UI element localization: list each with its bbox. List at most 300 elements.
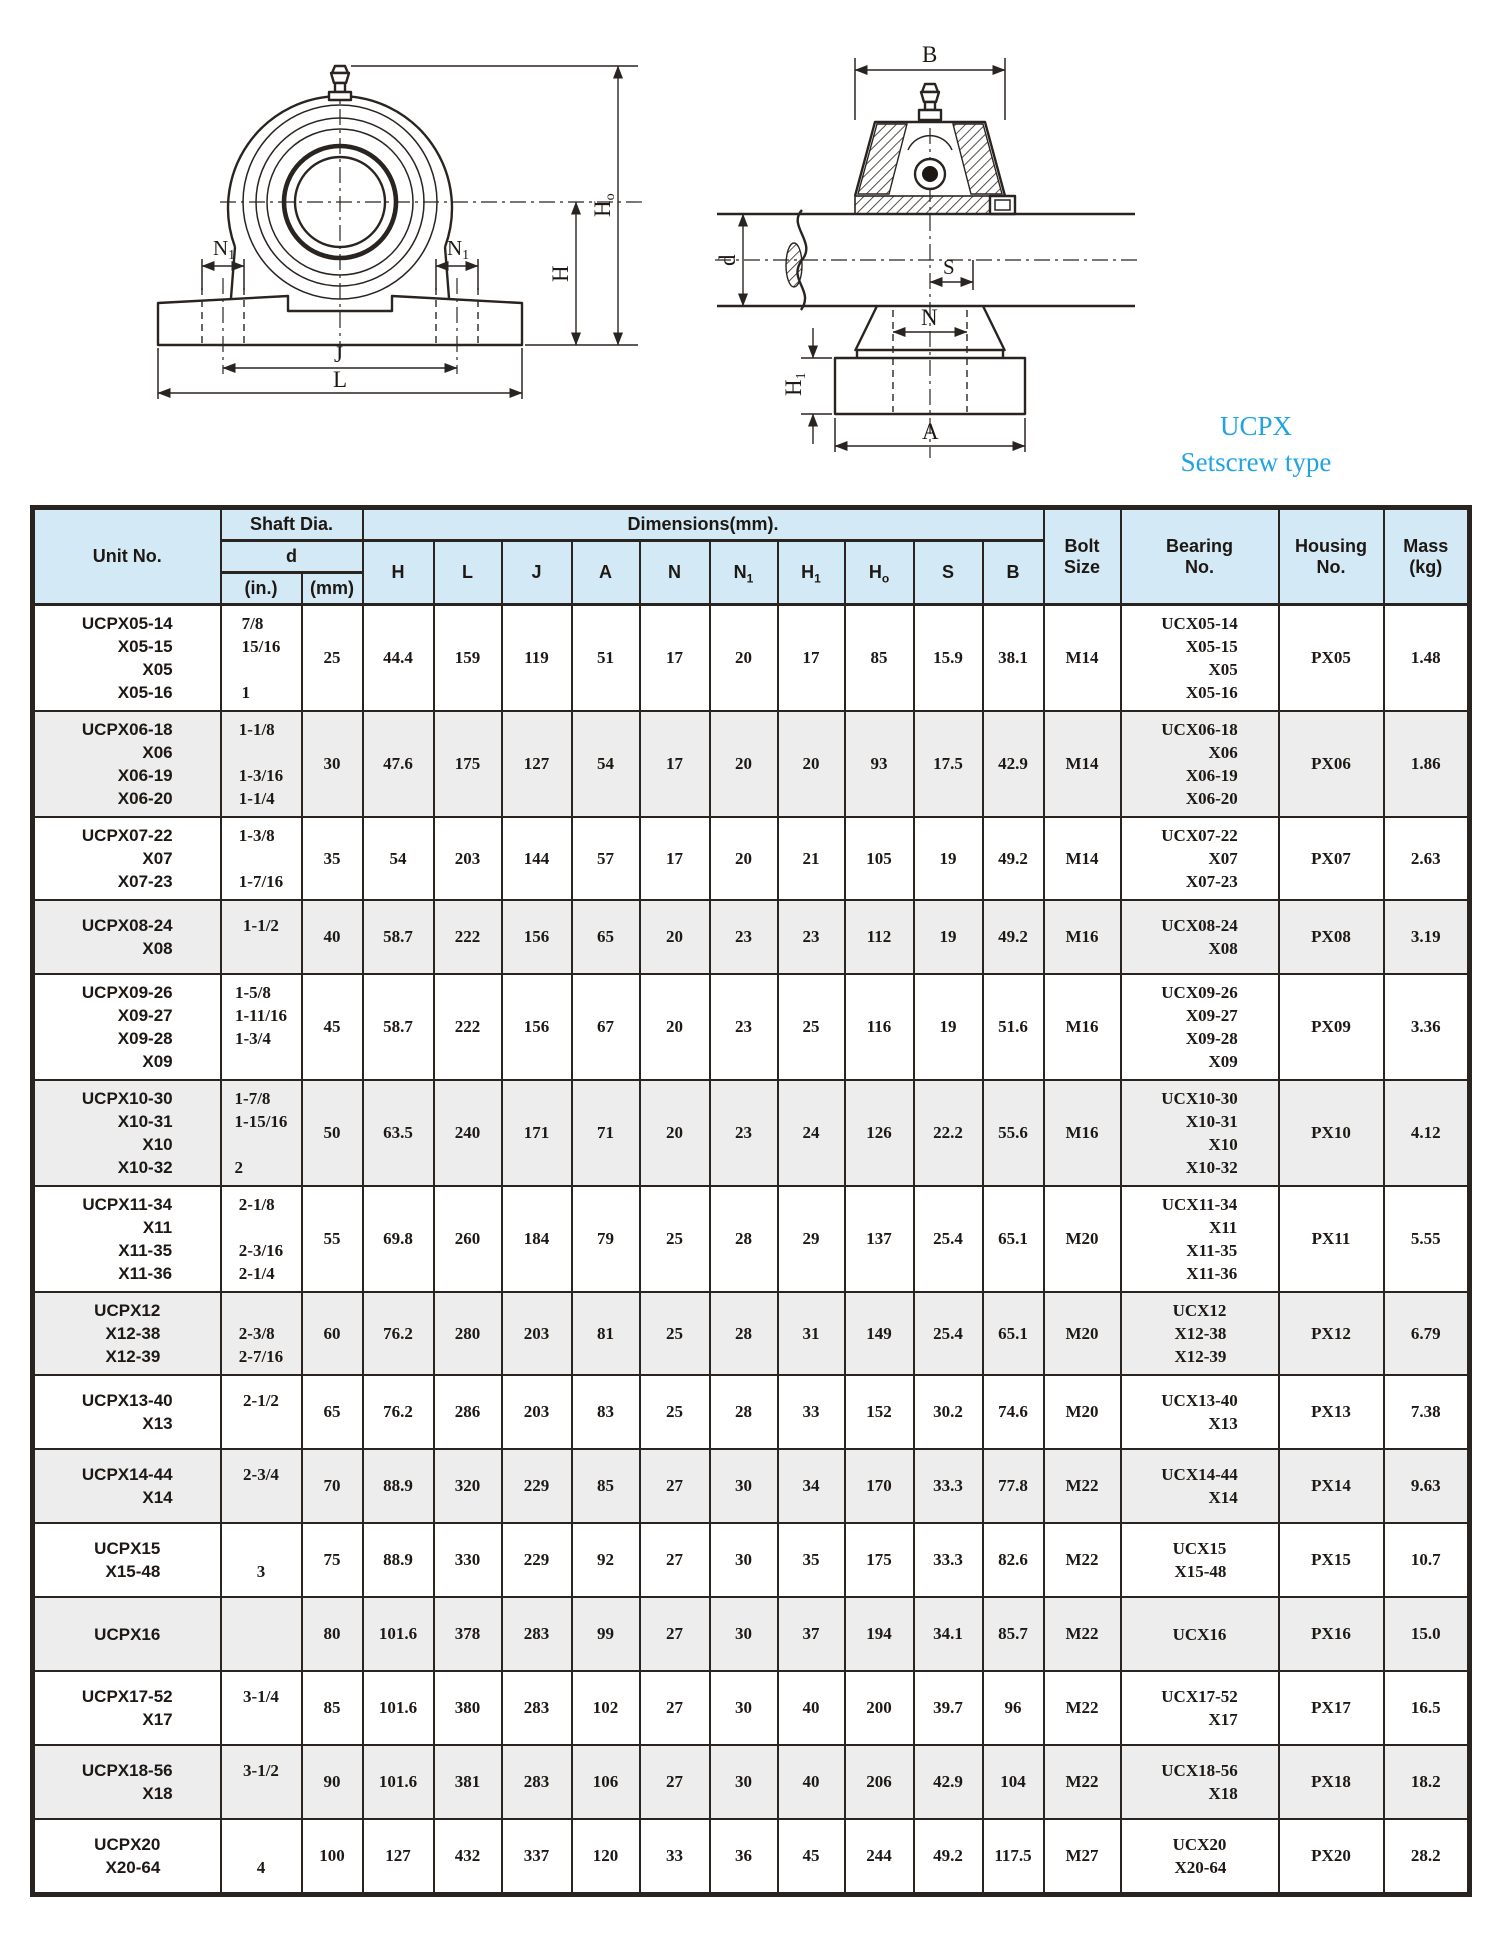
cell-housing-no: PX12 — [1279, 1292, 1384, 1375]
table-row — [33, 1745, 1470, 1819]
cell-bolt-size: M16 — [1044, 1080, 1121, 1186]
cell-dim-L: 203 — [434, 817, 502, 900]
label-n: N — [921, 305, 938, 330]
cell-dim-N: 25 — [640, 1186, 710, 1292]
cell-dim-Ho: 152 — [845, 1375, 914, 1449]
cell-mass: 2.63 — [1384, 817, 1470, 900]
cell-dim-A: 71 — [572, 1080, 640, 1186]
table-row — [33, 900, 1470, 974]
cell-dim-N: 25 — [640, 1375, 710, 1449]
header-bolt-size: Bolt Size — [1044, 508, 1121, 605]
side-dim-s — [930, 255, 973, 290]
header-dim-A: A — [572, 541, 640, 605]
table-row — [33, 1671, 1470, 1745]
cell-dim-A: 83 — [572, 1375, 640, 1449]
cell-housing-no: PX18 — [1279, 1745, 1384, 1819]
cell-bolt-size: M22 — [1044, 1449, 1121, 1523]
cell-dim-N1: 23 — [710, 1080, 778, 1186]
header-dim-H: H — [363, 541, 434, 605]
cell-dim-J: 229 — [502, 1523, 572, 1597]
front-centerlines — [220, 80, 645, 358]
cell-dim-H1: 31 — [778, 1292, 845, 1375]
label-b: B — [922, 42, 938, 67]
cell-d-mm: 55 — [302, 1186, 363, 1292]
cell-housing-no: PX15 — [1279, 1523, 1384, 1597]
cell-dim-L: 378 — [434, 1597, 502, 1671]
cell-d-mm: 65 — [302, 1375, 363, 1449]
technical-drawings — [0, 0, 1497, 505]
cell-d-in: 3-1/4 — [221, 1671, 302, 1745]
side-dim-d — [715, 214, 743, 306]
header-dim-J: J — [502, 541, 572, 605]
cell-dim-S: 19 — [914, 817, 983, 900]
cell-unit-no: UCPX16 — [33, 1597, 221, 1671]
cell-bearing-no: UCX17-52 X17 — [1121, 1671, 1279, 1745]
header-housing-no: Housing No. — [1279, 508, 1384, 605]
cell-dim-A: 57 — [572, 817, 640, 900]
cell-dim-Ho: 175 — [845, 1523, 914, 1597]
spec-table-body — [33, 605, 1470, 1895]
cell-dim-A: 51 — [572, 605, 640, 712]
cell-dim-N: 25 — [640, 1292, 710, 1375]
cell-dim-N1: 30 — [710, 1671, 778, 1745]
cell-d-mm: 60 — [302, 1292, 363, 1375]
cell-dim-H: 101.6 — [363, 1671, 434, 1745]
header-dim-Ho: $H_o$ — [845, 541, 914, 605]
cell-dim-N1: 30 — [710, 1449, 778, 1523]
header-dim-N1: $N_1$ — [710, 541, 778, 605]
cell-housing-no: PX16 — [1279, 1597, 1384, 1671]
cell-dim-H: 101.6 — [363, 1745, 434, 1819]
cell-dim-L: 320 — [434, 1449, 502, 1523]
cell-dim-H: 69.8 — [363, 1186, 434, 1292]
header-dim-N: N — [640, 541, 710, 605]
cell-dim-S: 30.2 — [914, 1375, 983, 1449]
cell-unit-no: UCPX15 X15-48 — [33, 1523, 221, 1597]
cell-bearing-no: UCX09-26 X09-27 X09-28 X09 — [1121, 974, 1279, 1080]
cell-d-mm: 80 — [302, 1597, 363, 1671]
cell-housing-no: PX14 — [1279, 1449, 1384, 1523]
spec-table — [30, 505, 1472, 1897]
header-dim-B: B — [983, 541, 1044, 605]
table-row — [33, 974, 1470, 1080]
front-dim-h — [525, 202, 638, 345]
cell-dim-J: 203 — [502, 1292, 572, 1375]
cell-dim-H1: 20 — [778, 711, 845, 817]
cell-dim-A: 92 — [572, 1523, 640, 1597]
cell-dim-H: 44.4 — [363, 605, 434, 712]
header-dim-S: S — [914, 541, 983, 605]
cell-d-in: 3-1/2 — [221, 1745, 302, 1819]
cell-dim-S: 25.4 — [914, 1186, 983, 1292]
cell-dim-N: 17 — [640, 711, 710, 817]
cell-d-mm: 45 — [302, 974, 363, 1080]
cell-dim-S: 17.5 — [914, 711, 983, 817]
cell-dim-S: 39.7 — [914, 1671, 983, 1745]
front-housing-outline — [158, 96, 522, 345]
cell-dim-L: 381 — [434, 1745, 502, 1819]
header-d: d — [221, 541, 363, 573]
cell-bearing-no: UCX15 X15-48 — [1121, 1523, 1279, 1597]
cell-dim-B: 104 — [983, 1745, 1044, 1819]
cell-d-mm: 90 — [302, 1745, 363, 1819]
cell-dim-L: 222 — [434, 974, 502, 1080]
cell-dim-N: 20 — [640, 900, 710, 974]
cell-dim-A: 85 — [572, 1449, 640, 1523]
cell-mass: 6.79 — [1384, 1292, 1470, 1375]
cell-bolt-size: M20 — [1044, 1375, 1121, 1449]
cell-dim-Ho: 126 — [845, 1080, 914, 1186]
cell-dim-H1: 25 — [778, 974, 845, 1080]
cell-dim-A: 54 — [572, 711, 640, 817]
cell-dim-H1: 33 — [778, 1375, 845, 1449]
cell-bolt-size: M22 — [1044, 1745, 1121, 1819]
cell-dim-Ho: 206 — [845, 1745, 914, 1819]
cell-bearing-no: UCX18-56 X18 — [1121, 1745, 1279, 1819]
cell-dim-B: 42.9 — [983, 711, 1044, 817]
cell-housing-no: PX06 — [1279, 711, 1384, 817]
cell-housing-no: PX11 — [1279, 1186, 1384, 1292]
cell-dim-N1: 28 — [710, 1292, 778, 1375]
header-shaft-dia: Shaft Dia. — [221, 508, 363, 541]
cell-d-in: 1-5/8 1-11/16 1-3/4 — [221, 974, 302, 1080]
table-row — [33, 605, 1470, 712]
cell-dim-H: 58.7 — [363, 900, 434, 974]
cell-unit-no: UCPX17-52 X17 — [33, 1671, 221, 1745]
cell-dim-J: 119 — [502, 605, 572, 712]
cell-d-in: 2-3/4 — [221, 1449, 302, 1523]
table-row — [33, 1523, 1470, 1597]
cell-bolt-size: M14 — [1044, 711, 1121, 817]
cell-dim-H1: 23 — [778, 900, 845, 974]
cell-dim-J: 283 — [502, 1745, 572, 1819]
cell-unit-no: UCPX08-24 X08 — [33, 900, 221, 974]
cell-dim-N: 27 — [640, 1449, 710, 1523]
cell-dim-H: 54 — [363, 817, 434, 900]
label-l: L — [333, 367, 348, 392]
cell-dim-B: 55.6 — [983, 1080, 1044, 1186]
cell-dim-N: 17 — [640, 605, 710, 712]
cell-dim-Ho: 105 — [845, 817, 914, 900]
cell-dim-J: 283 — [502, 1597, 572, 1671]
label-h1: H1 — [781, 372, 809, 396]
cell-unit-no: UCPX10-30 X10-31 X10 X10-32 — [33, 1080, 221, 1186]
header-bearing-no: Bearing No. — [1121, 508, 1279, 605]
cell-dim-L: 432 — [434, 1819, 502, 1895]
cell-dim-Ho: 116 — [845, 974, 914, 1080]
cell-dim-L: 222 — [434, 900, 502, 974]
cell-dim-Ho: 85 — [845, 605, 914, 712]
cell-dim-H: 76.2 — [363, 1375, 434, 1449]
cell-bolt-size: M14 — [1044, 605, 1121, 712]
cell-dim-N1: 23 — [710, 900, 778, 974]
table-row — [33, 1292, 1470, 1375]
cell-dim-H1: 40 — [778, 1745, 845, 1819]
cell-dim-N1: 20 — [710, 817, 778, 900]
cell-bolt-size: M14 — [1044, 817, 1121, 900]
label-n1-left: N1 — [213, 236, 236, 263]
cell-dim-J: 144 — [502, 817, 572, 900]
table-row — [33, 1819, 1470, 1895]
cell-d-in: 2-3/8 2-7/16 — [221, 1292, 302, 1375]
cell-bolt-size: M16 — [1044, 974, 1121, 1080]
cell-housing-no: PX13 — [1279, 1375, 1384, 1449]
cell-d-mm: 75 — [302, 1523, 363, 1597]
cell-d-mm: 25 — [302, 605, 363, 712]
cell-dim-L: 280 — [434, 1292, 502, 1375]
cell-housing-no: PX17 — [1279, 1671, 1384, 1745]
side-dim-a — [835, 418, 1025, 452]
cell-d-in: 2-1/8 2-3/16 2-1/4 — [221, 1186, 302, 1292]
cell-mass: 1.48 — [1384, 605, 1470, 712]
cell-mass: 1.86 — [1384, 711, 1470, 817]
table-row — [33, 1597, 1470, 1671]
cell-d-in: 2-1/2 — [221, 1375, 302, 1449]
cell-dim-H1: 37 — [778, 1597, 845, 1671]
cell-dim-B: 65.1 — [983, 1292, 1044, 1375]
cell-dim-Ho: 137 — [845, 1186, 914, 1292]
cell-dim-H1: 40 — [778, 1671, 845, 1745]
label-s: S — [943, 255, 955, 279]
cell-bearing-no: UCX20 X20-64 — [1121, 1819, 1279, 1895]
cell-unit-no: UCPX12 X12-38 X12-39 — [33, 1292, 221, 1375]
cell-d-mm: 70 — [302, 1449, 363, 1523]
cell-bolt-size: M22 — [1044, 1523, 1121, 1597]
cell-dim-H: 76.2 — [363, 1292, 434, 1375]
cell-mass: 28.2 — [1384, 1819, 1470, 1895]
cell-dim-H: 47.6 — [363, 711, 434, 817]
cell-dim-B: 51.6 — [983, 974, 1044, 1080]
side-view-drawing — [705, 28, 1150, 473]
cell-dim-H1: 29 — [778, 1186, 845, 1292]
cell-d-in: 3 — [221, 1523, 302, 1597]
cell-mass: 10.7 — [1384, 1523, 1470, 1597]
cell-dim-S: 42.9 — [914, 1745, 983, 1819]
cell-bearing-no: UCX10-30 X10-31 X10 X10-32 — [1121, 1080, 1279, 1186]
label-ho: Ho — [590, 193, 618, 217]
cell-dim-L: 380 — [434, 1671, 502, 1745]
cell-dim-H1: 34 — [778, 1449, 845, 1523]
cell-dim-S: 15.9 — [914, 605, 983, 712]
cell-bolt-size: M16 — [1044, 900, 1121, 974]
cell-unit-no: UCPX20 X20-64 — [33, 1819, 221, 1895]
cell-dim-L: 175 — [434, 711, 502, 817]
cell-d-in: 1-1/2 — [221, 900, 302, 974]
label-h: H — [548, 265, 573, 282]
cell-housing-no: PX20 — [1279, 1819, 1384, 1895]
cell-dim-N1: 28 — [710, 1186, 778, 1292]
cell-unit-no: UCPX11-34 X11 X11-35 X11-36 — [33, 1186, 221, 1292]
cell-dim-L: 330 — [434, 1523, 502, 1597]
cell-dim-B: 65.1 — [983, 1186, 1044, 1292]
cell-dim-Ho: 93 — [845, 711, 914, 817]
cell-dim-B: 77.8 — [983, 1449, 1044, 1523]
cell-d-mm: 100 — [302, 1819, 363, 1895]
side-dim-h1 — [781, 328, 832, 444]
cell-dim-L: 260 — [434, 1186, 502, 1292]
cell-dim-J: 156 — [502, 900, 572, 974]
cell-bearing-no: UCX11-34 X11 X11-35 X11-36 — [1121, 1186, 1279, 1292]
cell-d-in: 1-1/8 1-3/16 1-1/4 — [221, 711, 302, 817]
cell-dim-B: 38.1 — [983, 605, 1044, 712]
cell-dim-N: 27 — [640, 1523, 710, 1597]
cell-dim-Ho: 244 — [845, 1819, 914, 1895]
cell-dim-L: 286 — [434, 1375, 502, 1449]
table-row — [33, 1449, 1470, 1523]
cell-dim-S: 33.3 — [914, 1449, 983, 1523]
cell-dim-B: 82.6 — [983, 1523, 1044, 1597]
cell-d-mm: 85 — [302, 1671, 363, 1745]
cell-bearing-no: UCX06-18 X06 X06-19 X06-20 — [1121, 711, 1279, 817]
cell-bearing-no: UCX16 — [1121, 1597, 1279, 1671]
header-mass: Mass (kg) — [1384, 508, 1470, 605]
cell-dim-H1: 35 — [778, 1523, 845, 1597]
cell-dim-S: 25.4 — [914, 1292, 983, 1375]
cell-dim-N: 27 — [640, 1671, 710, 1745]
cell-dim-N: 27 — [640, 1745, 710, 1819]
cell-dim-N1: 30 — [710, 1745, 778, 1819]
cell-dim-A: 65 — [572, 900, 640, 974]
cell-dim-B: 49.2 — [983, 900, 1044, 974]
cell-dim-J: 203 — [502, 1375, 572, 1449]
cell-bolt-size: M22 — [1044, 1597, 1121, 1671]
cell-dim-B: 85.7 — [983, 1597, 1044, 1671]
cell-d-mm: 50 — [302, 1080, 363, 1186]
cell-unit-no: UCPX07-22 X07 X07-23 — [33, 817, 221, 900]
cell-mass: 9.63 — [1384, 1449, 1470, 1523]
cell-d-in: 7/8 15/16 1 — [221, 605, 302, 712]
cell-dim-N: 17 — [640, 817, 710, 900]
cell-d-mm: 35 — [302, 817, 363, 900]
side-cap-section — [855, 122, 1015, 214]
cell-dim-H: 101.6 — [363, 1597, 434, 1671]
cell-dim-N1: 30 — [710, 1523, 778, 1597]
cell-dim-J: 184 — [502, 1186, 572, 1292]
cell-dim-B: 74.6 — [983, 1375, 1044, 1449]
cell-bearing-no: UCX08-24 X08 — [1121, 900, 1279, 974]
cell-bearing-no: UCX14-44 X14 — [1121, 1449, 1279, 1523]
cell-d-in — [221, 1597, 302, 1671]
cell-dim-H: 127 — [363, 1819, 434, 1895]
header-d-in: (in.) — [221, 573, 302, 605]
header-dim-L: L — [434, 541, 502, 605]
cell-dim-H: 88.9 — [363, 1523, 434, 1597]
cell-unit-no: UCPX13-40 X13 — [33, 1375, 221, 1449]
cell-dim-H1: 17 — [778, 605, 845, 712]
cell-dim-A: 99 — [572, 1597, 640, 1671]
cell-dim-N1: 23 — [710, 974, 778, 1080]
cell-unit-no: UCPX06-18 X06 X06-19 X06-20 — [33, 711, 221, 817]
cell-dim-Ho: 112 — [845, 900, 914, 974]
cell-dim-J: 283 — [502, 1671, 572, 1745]
cell-dim-J: 229 — [502, 1449, 572, 1523]
table-row — [33, 711, 1470, 817]
cell-dim-H1: 24 — [778, 1080, 845, 1186]
label-d: d — [715, 254, 740, 266]
cell-dim-N: 20 — [640, 974, 710, 1080]
cell-mass: 16.5 — [1384, 1671, 1470, 1745]
cell-unit-no: UCPX09-26 X09-27 X09-28 X09 — [33, 974, 221, 1080]
header-dimensions: Dimensions(mm). — [363, 508, 1044, 541]
cell-dim-A: 120 — [572, 1819, 640, 1895]
cell-unit-no: UCPX05-14 X05-15 X05 X05-16 — [33, 605, 221, 712]
cell-dim-S: 19 — [914, 900, 983, 974]
cell-bearing-no: UCX07-22 X07 X07-23 — [1121, 817, 1279, 900]
cell-bolt-size: M20 — [1044, 1186, 1121, 1292]
cell-dim-H: 88.9 — [363, 1449, 434, 1523]
cell-dim-L: 159 — [434, 605, 502, 712]
header-d-mm: (mm) — [302, 573, 363, 605]
cell-dim-L: 240 — [434, 1080, 502, 1186]
cell-housing-no: PX05 — [1279, 605, 1384, 712]
cell-dim-J: 156 — [502, 974, 572, 1080]
table-row — [33, 1186, 1470, 1292]
cell-d-mm: 30 — [302, 711, 363, 817]
cell-dim-A: 81 — [572, 1292, 640, 1375]
series-caption — [1128, 408, 1384, 480]
cell-dim-N: 20 — [640, 1080, 710, 1186]
cell-dim-H1: 45 — [778, 1819, 845, 1895]
table-row — [33, 1080, 1470, 1186]
cell-dim-B: 49.2 — [983, 817, 1044, 900]
header-unit-no: Unit No. — [33, 508, 221, 605]
cell-dim-N1: 30 — [710, 1597, 778, 1671]
cell-mass: 3.19 — [1384, 900, 1470, 974]
cell-unit-no: UCPX14-44 X14 — [33, 1449, 221, 1523]
cell-housing-no: PX08 — [1279, 900, 1384, 974]
cell-bolt-size: M22 — [1044, 1671, 1121, 1745]
cell-dim-Ho: 170 — [845, 1449, 914, 1523]
cell-bolt-size: M20 — [1044, 1292, 1121, 1375]
label-j: J — [334, 342, 343, 367]
cell-housing-no: PX10 — [1279, 1080, 1384, 1186]
cell-dim-J: 127 — [502, 711, 572, 817]
cell-dim-H: 58.7 — [363, 974, 434, 1080]
cell-dim-A: 79 — [572, 1186, 640, 1292]
cell-dim-A: 67 — [572, 974, 640, 1080]
cell-unit-no: UCPX18-56 X18 — [33, 1745, 221, 1819]
cell-mass: 15.0 — [1384, 1597, 1470, 1671]
spec-table-head — [33, 508, 1470, 605]
cell-bolt-size: M27 — [1044, 1819, 1121, 1895]
cell-d-mm: 40 — [302, 900, 363, 974]
cell-mass: 18.2 — [1384, 1745, 1470, 1819]
cell-d-in: 4 — [221, 1819, 302, 1895]
cell-dim-S: 22.2 — [914, 1080, 983, 1186]
cell-dim-N1: 20 — [710, 711, 778, 817]
cell-bearing-no: UCX13-40 X13 — [1121, 1375, 1279, 1449]
cell-dim-S: 19 — [914, 974, 983, 1080]
cell-dim-J: 337 — [502, 1819, 572, 1895]
cell-d-in: 1-7/8 1-15/16 2 — [221, 1080, 302, 1186]
label-n1-right: N1 — [447, 236, 470, 263]
cell-d-in: 1-3/8 1-7/16 — [221, 817, 302, 900]
cell-dim-S: 49.2 — [914, 1819, 983, 1895]
cell-dim-N: 27 — [640, 1597, 710, 1671]
cell-dim-B: 96 — [983, 1671, 1044, 1745]
table-row — [33, 1375, 1470, 1449]
cell-mass: 4.12 — [1384, 1080, 1470, 1186]
series-name: UCPX — [1219, 411, 1293, 441]
cell-dim-Ho: 200 — [845, 1671, 914, 1745]
side-dim-n — [893, 305, 967, 332]
cell-mass: 3.36 — [1384, 974, 1470, 1080]
cell-mass: 7.38 — [1384, 1375, 1470, 1449]
cell-dim-A: 102 — [572, 1671, 640, 1745]
header-dim-H1: $H_1$ — [778, 541, 845, 605]
cell-dim-S: 34.1 — [914, 1597, 983, 1671]
front-view-drawing — [140, 52, 680, 417]
